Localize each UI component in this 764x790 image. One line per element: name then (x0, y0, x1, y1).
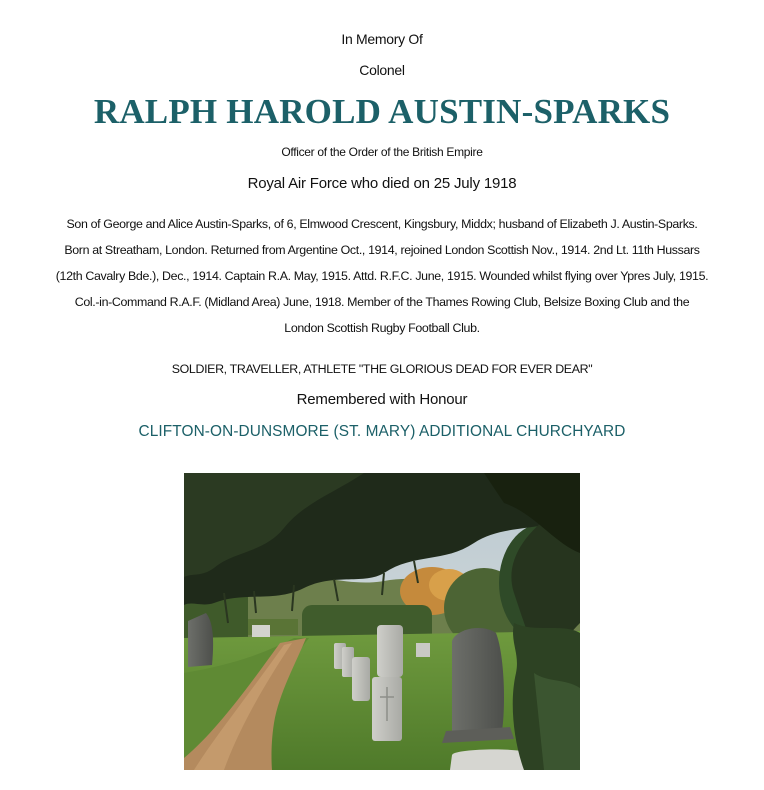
honour-text: Officer of the Order of the British Empire (281, 145, 483, 159)
remembered-text: Remembered with Honour (296, 391, 468, 408)
rank-text: Colonel (359, 62, 405, 78)
churchyard-photo (184, 473, 580, 770)
intro-text: In Memory Of (341, 31, 423, 47)
cemetery-name: CLIFTON-ON-DUNSMORE (ST. MARY) ADDITIONAL CHURCHYARD (138, 423, 626, 440)
biography-line: London Scottish Rugby Football Club. (284, 321, 480, 335)
biography-line: Col.-in-Command R.A.F. (Midland Area) June, 1918. Member of the Thames Rowing Club, Belsize Boxing Club and the (74, 295, 690, 309)
epitaph-text: SOLDIER, TRAVELLER, ATHLETE "THE GLORIOUS DEAD FOR EVER DEAR" (171, 362, 593, 376)
biography-line: Born at Streatham, London. Returned from Argentine Oct., 1914, rejoined London Scottish Nov., 1914. 2nd Lt. 11th Hussars (64, 243, 700, 257)
biography-line: (12th Cavalry Bde.), Dec., 1914. Captain R.A. May, 1915. Attd. R.F.C. June, 1915. Wounded whilst flying over Ypres July, 1915. (55, 269, 709, 283)
service-text: Royal Air Force who died on 25 July 1918 (247, 175, 517, 192)
casualty-name-heading: RALPH HAROLD AUSTIN-SPARKS (93, 92, 671, 131)
biography-line: Son of George and Alice Austin-Sparks, of 6, Elmwood Crescent, Kingsbury, Middx; husband of Elizabeth J. Austin-Sparks. (66, 217, 698, 231)
